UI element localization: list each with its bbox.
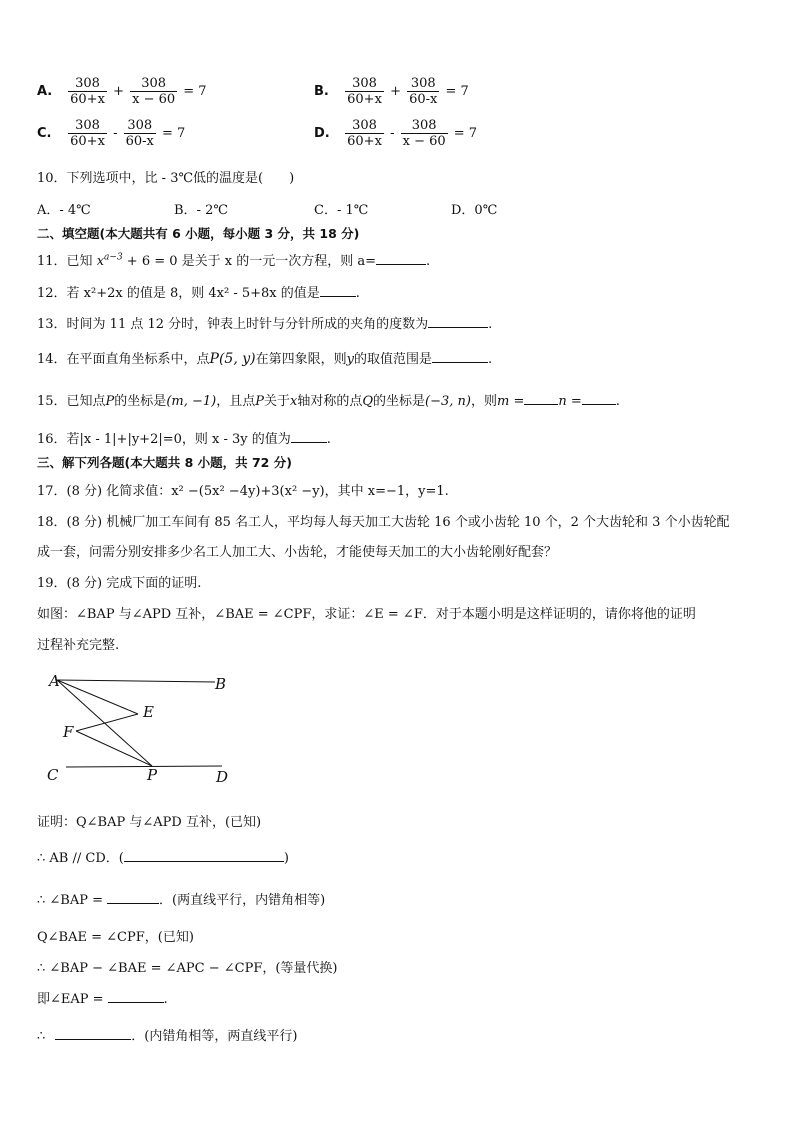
point-label-f: F	[63, 723, 74, 741]
q19-line-1: 如图：∠BAP 与∠APD 互补，∠BAE = ∠CPF，求证：∠E = ∠F．对于本题小明是这样证明的，请你将他的证明	[37, 607, 696, 622]
answer-blank[interactable]	[291, 430, 327, 443]
answer-blank-m[interactable]	[524, 392, 558, 405]
proof-line-1: 证明：Q∠BAP 与∠APD 互补，(已知)	[37, 815, 262, 830]
equals-rhs: = 7	[183, 84, 207, 99]
q9-option-b	[314, 76, 470, 107]
answer-blank[interactable]	[320, 284, 356, 297]
option-label: B.	[314, 84, 329, 99]
line-ab	[57, 680, 215, 682]
q17: 17．(8 分) 化简求值：x² −(5x² −4y)+3(x² −y)，其中 x=−1，y=1.	[37, 484, 449, 499]
q15: 15．已知点P的坐标是(m, −1)，且点P关于x轴对称的点Q的坐标是(−3, n)，则m = n = .	[37, 394, 620, 409]
proof-line-5: ∴ ∠BAP − ∠BAE = ∠APC − ∠CPF，(等量代换)	[37, 961, 338, 976]
fraction: $\frac{308}{60+x}$	[347, 76, 382, 107]
answer-blank[interactable]	[428, 315, 488, 328]
equals-rhs: = 7	[445, 84, 469, 99]
fraction: $\frac{308}{60+x}$	[70, 76, 105, 107]
point-label-e: E	[143, 703, 154, 721]
option-label: C.	[37, 126, 52, 141]
proof-line-7: ∴ ．(内错角相等，两直线平行)	[37, 1029, 298, 1044]
q10-option-c: C．- 1℃	[314, 203, 369, 218]
answer-blank[interactable]	[432, 350, 488, 363]
q10-option-b: B．- 2℃	[174, 203, 228, 218]
q19-line-2: 过程补充完整.	[37, 638, 120, 653]
operator: -	[390, 126, 395, 141]
fraction: $\frac{308}{x - 60}$	[402, 118, 446, 149]
point-label-p: P	[147, 766, 158, 784]
proof-line-2: ∴ AB // CD．( )	[37, 851, 289, 866]
fraction: $\frac{308}{x - 60}$	[132, 76, 176, 107]
q12: 12．若 x²+2x 的值是 8，则 4x² - 5+8x 的值是 .	[37, 286, 360, 301]
section-heading-fill-in: 二、填空题(本大题共有 6 小题，每小题 3 分，共 18 分)	[37, 226, 360, 241]
proof-line-4: Q∠BAE = ∠CPF，(已知)	[37, 930, 194, 945]
fraction: $\frac{308}{60+x}$	[70, 118, 105, 149]
operator: -	[113, 126, 118, 141]
answer-blank[interactable]	[376, 252, 426, 265]
fraction: $\frac{308}{60-x}$	[125, 118, 154, 149]
q10-option-d: D．0℃	[451, 203, 498, 218]
answer-blank[interactable]	[55, 1027, 131, 1040]
equals-rhs: = 7	[162, 126, 186, 141]
answer-blank[interactable]	[107, 891, 159, 904]
q10-stem: 10．下列选项中，比 - 3℃低的温度是( )	[37, 171, 295, 186]
point-label-d: D	[216, 768, 229, 786]
fraction: $\frac{308}{60+x}$	[347, 118, 382, 149]
segment-ae	[57, 680, 138, 714]
option-label: D.	[314, 126, 330, 141]
geometry-figure	[40, 668, 240, 788]
equals-rhs: = 7	[453, 126, 478, 141]
q16: 16．若|x - 1|+|y+2|=0，则 x - 3y 的值为 .	[37, 432, 331, 447]
q9-option-d	[314, 118, 478, 149]
operator: +	[113, 84, 124, 99]
point-label-b: B	[215, 675, 227, 693]
q9-option-a	[37, 76, 208, 107]
q18-line-2: 成一套，问需分别安排多少名工人加工大、小齿轮，才能使每天加工的大小齿轮刚好配套？	[37, 545, 558, 560]
answer-blank[interactable]	[108, 990, 164, 1003]
point-label-a: A	[49, 672, 60, 690]
section-heading-solve: 三、解下列各题(本大题共 8 小题，共 72 分)	[37, 455, 292, 470]
segment-fp	[76, 731, 152, 766]
q10-option-a: A．- 4℃	[37, 203, 91, 218]
q9-option-c	[37, 118, 186, 149]
answer-blank-n[interactable]	[582, 392, 616, 405]
option-label: A.	[37, 84, 53, 99]
q18-line-1: 18．(8 分) 机械厂加工车间有 85 名工人，平均每人每天加工大齿轮 16 个或小齿轮 10 个，2 个大齿轮和 3 个小齿轮配	[37, 515, 730, 530]
proof-line-3: ∴ ∠BAP = ．(两直线平行，内错角相等)	[37, 893, 326, 908]
line-cd	[66, 766, 222, 767]
answer-blank[interactable]	[124, 849, 284, 862]
point-label-c: C	[47, 766, 59, 784]
operator: +	[390, 84, 401, 99]
q11: 11．已知 $x^{a-3} + 6 = 0$ 是关于 x 的一元一次方程，则 a= .	[37, 252, 431, 269]
proof-line-6: 即∠EAP = .	[37, 992, 168, 1007]
q13: 13．时间为 11 点 12 分时，钟表上时针与分针所成的夹角的度数为 .	[37, 317, 493, 332]
segment-ef	[76, 714, 138, 731]
q19-title: 19．(8 分) 完成下面的证明.	[37, 576, 202, 591]
q14: 14．在平面直角坐标系中，点P(5, y)在第四象限，则y的取值范围是 .	[37, 351, 493, 367]
fraction: $\frac{308}{60-x}$	[409, 76, 438, 107]
